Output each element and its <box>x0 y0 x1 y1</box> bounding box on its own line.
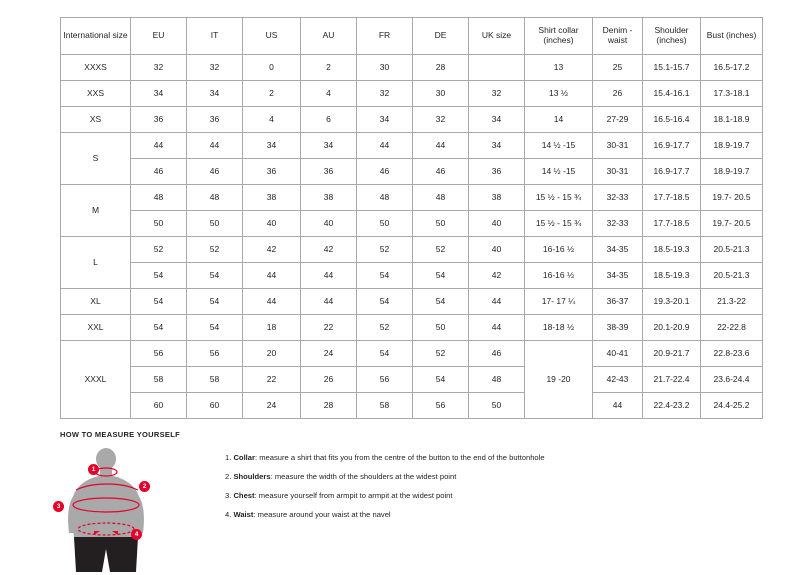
table-cell: 44 <box>243 289 301 315</box>
table-cell: 32 <box>413 107 469 133</box>
table-cell: 18-18 ½ <box>525 315 593 341</box>
item-text: : measure a shirt that fits you from the centre of the button to the end of the buttonhole <box>254 453 545 462</box>
table-cell: 54 <box>131 263 187 289</box>
table-row <box>61 55 763 81</box>
table-cell: 38 <box>243 185 301 211</box>
table-cell: 54 <box>187 263 243 289</box>
table-cell: 16.9-17.7 <box>643 133 701 159</box>
size-label-cell: XXS <box>61 81 131 107</box>
table-cell: 32-33 <box>593 211 643 237</box>
table-cell: 50 <box>357 211 413 237</box>
item-text: : measure yourself from armpit to armpit at the widest point <box>254 491 453 501</box>
table-cell <box>469 55 525 81</box>
table-cell: 42 <box>301 237 357 263</box>
column-header-eu: EU <box>131 18 187 55</box>
table-cell: 6 <box>301 107 357 133</box>
table-cell: 22.4-23.2 <box>643 393 701 419</box>
table-cell: 20.5-21.3 <box>701 237 763 263</box>
measure-instruction-list <box>225 453 545 529</box>
table-cell: 40 <box>243 211 301 237</box>
table-cell: 40 <box>301 211 357 237</box>
table-cell: 38 <box>469 185 525 211</box>
table-row <box>61 159 763 185</box>
table-cell: 13 <box>525 55 593 81</box>
table-cell: 22-22.8 <box>701 315 763 341</box>
size-label-cell: L <box>61 237 131 289</box>
how-to-measure-title: HOW TO MEASURE YOURSELF <box>60 430 180 439</box>
table-cell: 34 <box>301 133 357 159</box>
table-cell: 19.3-20.1 <box>643 289 701 315</box>
table-cell: 44 <box>187 133 243 159</box>
table-cell: 16.5-17.2 <box>701 55 763 81</box>
table-cell: 44 <box>301 263 357 289</box>
table-cell: 23.6-24.4 <box>701 367 763 393</box>
table-cell: 18.9-19.7 <box>701 159 763 185</box>
table-cell: 17- 17 ¼ <box>525 289 593 315</box>
badge-4-icon: 4 <box>131 529 142 540</box>
table-cell: 18.5-19.3 <box>643 263 701 289</box>
item-text: : measure around your waist at the navel <box>253 510 391 520</box>
table-cell: 28 <box>413 55 469 81</box>
size-label-cell: XL <box>61 289 131 315</box>
table-cell: 42-43 <box>593 367 643 393</box>
measurement-figure <box>56 445 170 565</box>
table-cell: 36-37 <box>593 289 643 315</box>
column-header-fr: FR <box>357 18 413 55</box>
item-number: 3. <box>225 491 234 501</box>
table-row <box>61 289 763 315</box>
table-cell: 30 <box>357 55 413 81</box>
table-cell: 42 <box>469 263 525 289</box>
item-term: Chest <box>233 491 255 501</box>
table-cell: 4 <box>243 107 301 133</box>
header-row <box>61 18 763 55</box>
table-row <box>61 263 763 289</box>
table-header <box>61 18 763 55</box>
table-cell: 44 <box>243 263 301 289</box>
table-cell: 54 <box>413 289 469 315</box>
table-cell: 25 <box>593 55 643 81</box>
table-cell: 54 <box>357 341 413 367</box>
table-cell: 24.4-25.2 <box>701 393 763 419</box>
table-cell: 16-16 ½ <box>525 263 593 289</box>
table-cell: 34-35 <box>593 263 643 289</box>
list-item <box>225 510 545 519</box>
table-cell: 52 <box>413 237 469 263</box>
table-cell: 36 <box>187 107 243 133</box>
table-cell: 19.7- 20.5 <box>701 185 763 211</box>
table-cell: 34-35 <box>593 237 643 263</box>
size-label-cell: M <box>61 185 131 237</box>
column-header-shirt-collar: Shirt collar (inches) <box>525 18 593 55</box>
table-cell: 60 <box>187 393 243 419</box>
table-cell: 48 <box>131 185 187 211</box>
table-cell: 16.9-17.7 <box>643 159 701 185</box>
size-chart-table <box>60 17 763 419</box>
table-cell: 44 <box>301 289 357 315</box>
table-cell: 44 <box>413 133 469 159</box>
list-item <box>225 491 545 500</box>
table-cell: 52 <box>187 237 243 263</box>
table-row <box>61 315 763 341</box>
item-term: Collar <box>233 453 255 462</box>
item-term: Shoulders <box>233 472 271 482</box>
column-header-international-size: International size <box>61 18 131 55</box>
table-cell: 54 <box>357 263 413 289</box>
table-cell: 32 <box>187 55 243 81</box>
table-cell: 22 <box>301 315 357 341</box>
table-cell: 48 <box>187 185 243 211</box>
table-cell: 21.3-22 <box>701 289 763 315</box>
table-cell: 34 <box>243 133 301 159</box>
column-header-us: US <box>243 18 301 55</box>
table-cell: 44 <box>469 315 525 341</box>
table-cell: 38 <box>301 185 357 211</box>
table-cell: 24 <box>301 341 357 367</box>
size-label-cell: XXXS <box>61 55 131 81</box>
table-cell: 36 <box>301 159 357 185</box>
table-cell: 30-31 <box>593 159 643 185</box>
column-header-shoulder: Shoulder (inches) <box>643 18 701 55</box>
table-cell: 52 <box>131 237 187 263</box>
table-cell: 50 <box>187 211 243 237</box>
table-cell: 30-31 <box>593 133 643 159</box>
table-cell: 50 <box>469 393 525 419</box>
badge-1-icon: 1 <box>88 464 99 475</box>
list-item <box>225 472 545 481</box>
table-cell: 40-41 <box>593 341 643 367</box>
column-header-au: AU <box>301 18 357 55</box>
table-row <box>61 367 763 393</box>
torso-illustration <box>60 445 170 575</box>
table-cell: 44 <box>131 133 187 159</box>
table-cell: 14 ½ -15 <box>525 159 593 185</box>
table-row <box>61 81 763 107</box>
table-cell: 54 <box>413 367 469 393</box>
table-cell: 54 <box>131 315 187 341</box>
item-term: Waist <box>233 510 254 520</box>
table-cell: 36 <box>131 107 187 133</box>
table-cell: 58 <box>131 367 187 393</box>
table-body <box>61 55 763 419</box>
table-cell: 40 <box>469 211 525 237</box>
table-cell: 26 <box>593 81 643 107</box>
table-cell: 27-29 <box>593 107 643 133</box>
column-header-it: IT <box>187 18 243 55</box>
table-cell: 32 <box>357 81 413 107</box>
table-cell: 46 <box>413 159 469 185</box>
table-cell: 40 <box>469 237 525 263</box>
table-cell: 17.7-18.5 <box>643 211 701 237</box>
size-label-cell: XXL <box>61 315 131 341</box>
how-to-measure-section <box>56 430 760 565</box>
table-cell: 50 <box>131 211 187 237</box>
table-cell: 15.4-16.1 <box>643 81 701 107</box>
item-number: 1. <box>225 453 234 462</box>
table-cell: 26 <box>301 367 357 393</box>
table-cell: 32 <box>131 55 187 81</box>
table-cell: 18 <box>243 315 301 341</box>
table-cell: 20 <box>243 341 301 367</box>
table-cell: 20.9-21.7 <box>643 341 701 367</box>
column-header-de: DE <box>413 18 469 55</box>
table-cell: 18.1-18.9 <box>701 107 763 133</box>
table-cell: 56 <box>357 367 413 393</box>
table-cell: 20.5-21.3 <box>701 263 763 289</box>
table-cell: 0 <box>243 55 301 81</box>
table-cell: 44 <box>469 289 525 315</box>
table-cell: 21.7-22.4 <box>643 367 701 393</box>
table-cell: 46 <box>187 159 243 185</box>
table-cell: 50 <box>413 315 469 341</box>
table-cell: 50 <box>413 211 469 237</box>
table-cell: 34 <box>469 107 525 133</box>
table-cell: 34 <box>469 133 525 159</box>
column-header-uk-size: UK size <box>469 18 525 55</box>
table-cell: 52 <box>357 315 413 341</box>
table-cell: 16.5-16.4 <box>643 107 701 133</box>
table-cell: 44 <box>357 133 413 159</box>
table-cell: 46 <box>357 159 413 185</box>
table-cell: 58 <box>187 367 243 393</box>
table-cell: 54 <box>357 289 413 315</box>
table-cell: 15 ½ - 15 ¾ <box>525 185 593 211</box>
table-cell: 34 <box>357 107 413 133</box>
how-to-measure-body <box>56 445 760 565</box>
table-cell: 34 <box>187 81 243 107</box>
table-cell: 36 <box>243 159 301 185</box>
table-cell: 44 <box>593 393 643 419</box>
table-cell: 52 <box>413 341 469 367</box>
size-label-cell: S <box>61 133 131 185</box>
column-header-denim-waist: Denim - waist <box>593 18 643 55</box>
table-cell: 34 <box>131 81 187 107</box>
table-cell: 28 <box>301 393 357 419</box>
table-row <box>61 341 763 367</box>
table-cell: 15 ½ - 15 ¾ <box>525 211 593 237</box>
table-cell: 60 <box>131 393 187 419</box>
table-cell: 56 <box>131 341 187 367</box>
table-cell: 32 <box>469 81 525 107</box>
table-cell: 17.7-18.5 <box>643 185 701 211</box>
size-label-cell: XXXL <box>61 341 131 419</box>
table-cell: 48 <box>469 367 525 393</box>
table-cell: 56 <box>413 393 469 419</box>
table-row <box>61 185 763 211</box>
table-row <box>61 237 763 263</box>
table-cell: 16-16 ½ <box>525 237 593 263</box>
table-cell: 46 <box>131 159 187 185</box>
table-cell: 14 <box>525 107 593 133</box>
table-cell: 19 -20 <box>525 341 593 419</box>
table-cell: 58 <box>357 393 413 419</box>
item-text: : measure the width of the shoulders at the widest point <box>270 472 457 482</box>
table-cell: 54 <box>187 289 243 315</box>
table-cell: 56 <box>187 341 243 367</box>
table-row <box>61 107 763 133</box>
table-cell: 2 <box>301 55 357 81</box>
table-cell: 19.7- 20.5 <box>701 211 763 237</box>
item-number: 2. <box>225 472 234 482</box>
table-cell: 17.3-18.1 <box>701 81 763 107</box>
table-cell: 42 <box>243 237 301 263</box>
table-cell: 38-39 <box>593 315 643 341</box>
item-number: 4. <box>225 510 234 520</box>
table-cell: 48 <box>413 185 469 211</box>
size-label-cell: XS <box>61 107 131 133</box>
table-cell: 18.5-19.3 <box>643 237 701 263</box>
table-cell: 32-33 <box>593 185 643 211</box>
table-row <box>61 211 763 237</box>
list-item <box>225 453 545 462</box>
table-cell: 24 <box>243 393 301 419</box>
table-cell: 20.1-20.9 <box>643 315 701 341</box>
table-cell: 48 <box>357 185 413 211</box>
table-cell: 22.8-23.6 <box>701 341 763 367</box>
table-row <box>61 133 763 159</box>
table-cell: 54 <box>131 289 187 315</box>
table-cell: 30 <box>413 81 469 107</box>
table-cell: 36 <box>469 159 525 185</box>
table-cell: 15.1-15.7 <box>643 55 701 81</box>
table-cell: 4 <box>301 81 357 107</box>
table-row <box>61 393 763 419</box>
table-cell: 54 <box>187 315 243 341</box>
badge-2-icon: 2 <box>139 481 150 492</box>
table-cell: 54 <box>413 263 469 289</box>
table-cell: 52 <box>357 237 413 263</box>
table-cell: 46 <box>469 341 525 367</box>
badge-3-icon: 3 <box>53 501 64 512</box>
table-cell: 13 ½ <box>525 81 593 107</box>
column-header-bust: Bust (inches) <box>701 18 763 55</box>
table-cell: 2 <box>243 81 301 107</box>
table-cell: 14 ½ -15 <box>525 133 593 159</box>
table-cell: 22 <box>243 367 301 393</box>
table-cell: 18.9-19.7 <box>701 133 763 159</box>
